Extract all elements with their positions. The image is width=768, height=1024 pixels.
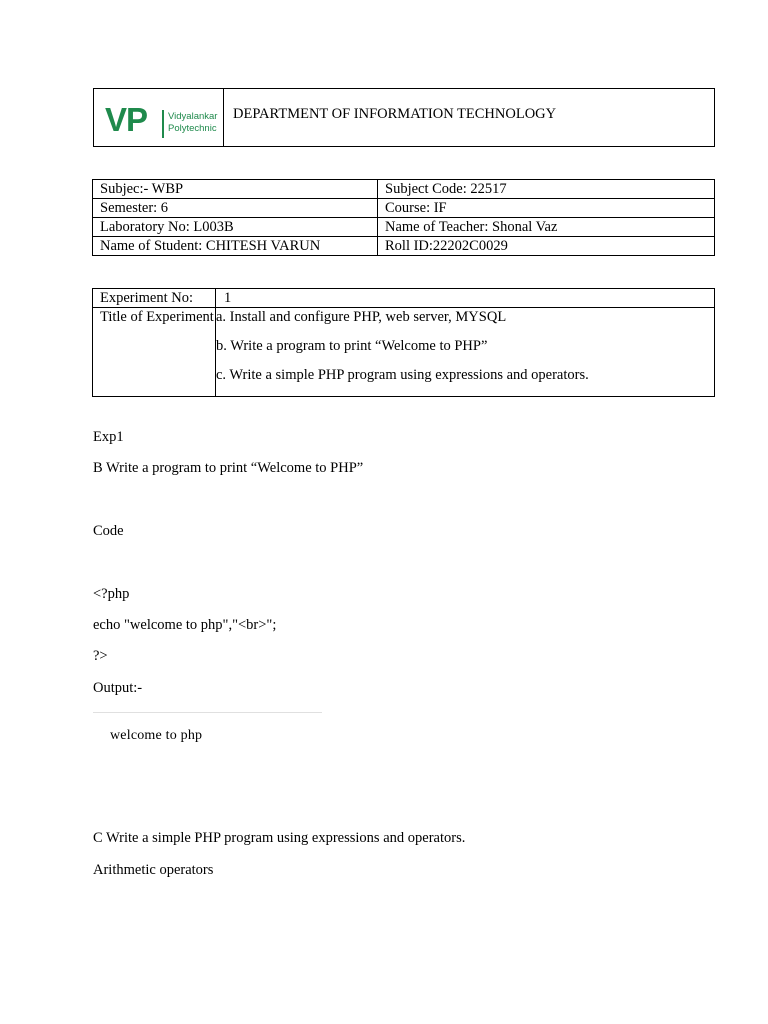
- code-line: ?>: [93, 648, 108, 664]
- logo-sub-line-1: Vidyalankar: [168, 111, 218, 122]
- experiment-no-value: 1: [216, 289, 715, 308]
- experiment-title-label: Title of Experiment: [93, 308, 216, 397]
- experiment-title-b: b. Write a program to print “Welcome to PHP”: [216, 338, 488, 354]
- info-table: [92, 179, 715, 256]
- experiment-title-cell: [216, 308, 715, 397]
- output-screenshot-text: welcome to php: [110, 728, 203, 743]
- department-header: [93, 88, 715, 147]
- output-label: Output:-: [93, 680, 143, 696]
- logo-cell: [94, 89, 224, 146]
- part-b-heading: B Write a program to print “Welcome to PHP”: [93, 460, 364, 476]
- code-label: Code: [93, 523, 124, 539]
- experiment-title-c: c. Write a simple PHP program using expressions and operators.: [216, 367, 589, 383]
- arithmetic-heading: Arithmetic operators: [93, 862, 214, 878]
- experiment-title-a: a. Install and configure PHP, web server, MYSQL: [216, 309, 507, 325]
- output-divider: [93, 712, 322, 713]
- table-row: [93, 308, 715, 397]
- code-line: <?php: [93, 586, 130, 602]
- exp-heading: Exp1: [93, 429, 124, 445]
- subject-cell: Subjec:- WBP: [93, 180, 378, 199]
- subject-code-cell: Subject Code: 22517: [378, 180, 715, 199]
- experiment-no-label: Experiment No:: [93, 289, 216, 308]
- roll-id-cell: Roll ID:22202C0029: [378, 237, 715, 256]
- table-row: [93, 218, 715, 237]
- department-title: DEPARTMENT OF INFORMATION TECHNOLOGY: [233, 106, 557, 122]
- table-row: [93, 237, 715, 256]
- experiment-table: [92, 288, 715, 397]
- logo-subtitle: [168, 111, 217, 135]
- logo-letters: VP: [105, 101, 148, 138]
- teacher-cell: Name of Teacher: Shonal Vaz: [378, 218, 715, 237]
- code-line: echo "welcome to php","<br>";: [93, 617, 277, 633]
- course-cell: Course: IF: [378, 199, 715, 218]
- student-name-cell: Name of Student: CHITESH VARUN: [93, 237, 378, 256]
- semester-cell: Semester: 6: [93, 199, 378, 218]
- lab-no-cell: Laboratory No: L003B: [93, 218, 378, 237]
- table-row: [93, 180, 715, 199]
- part-c-heading: C Write a simple PHP program using expressions and operators.: [93, 830, 466, 846]
- table-row: [93, 199, 715, 218]
- table-row: [93, 289, 715, 308]
- logo-divider: [162, 110, 164, 138]
- logo-sub-line-2: Polytechnic: [168, 123, 217, 134]
